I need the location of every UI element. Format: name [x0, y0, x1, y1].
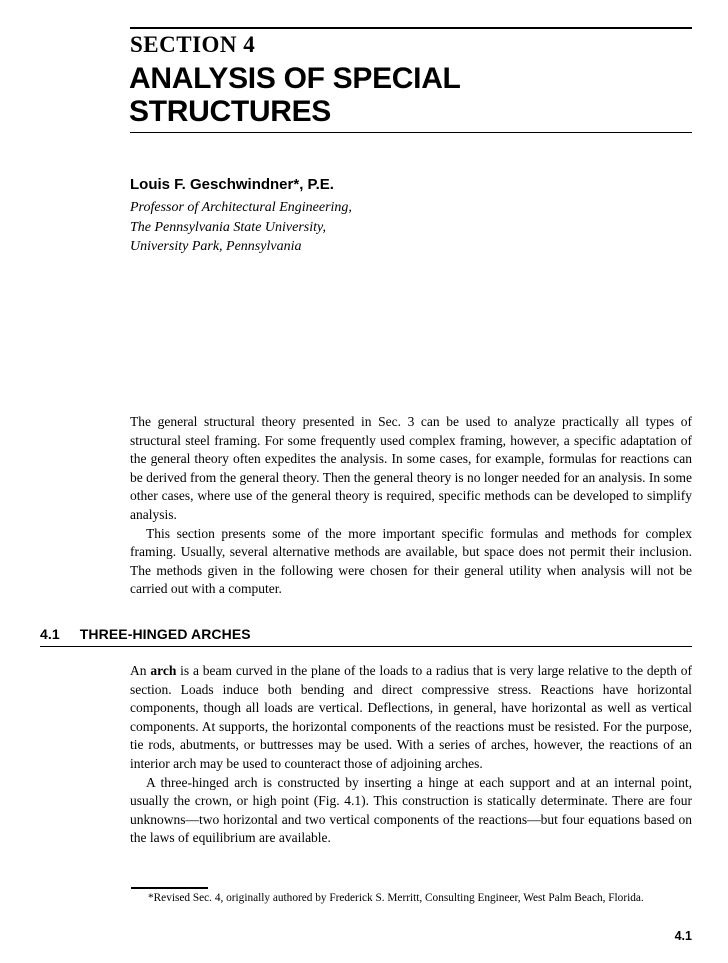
- page-title-line1: ANALYSIS OF SPECIAL: [129, 62, 461, 95]
- page-number: 4.1: [674, 929, 692, 943]
- section-heading: [40, 626, 251, 642]
- affiliation-line2: The Pennsylvania State University,: [130, 219, 326, 235]
- section-paragraph-1-bold-term: arch: [150, 663, 177, 678]
- header-bottom-rule: [130, 132, 692, 133]
- author-name: Louis F. Geschwindner*, P.E.: [130, 176, 334, 193]
- footnote-text: *Revised Sec. 4, originally authored by Frederick S. Merritt, Consulting Engineer, West Palm Beach, Florida.: [148, 892, 644, 904]
- section-title: THREE-HINGED ARCHES: [79, 626, 251, 642]
- affiliation-line3: University Park, Pennsylvania: [130, 239, 302, 254]
- intro-paragraph-2: This section presents some of the more important specific formulas and methods for complex framing. Usually, several alternative methods are available, but space does not permit their inclusion. The methods given in the following were chosen for their general utility when analysis will not be carried out with a computer.: [130, 525, 692, 597]
- affiliation-line1: Professor of Architectural Engineering,: [130, 200, 352, 215]
- footnote-rule: [131, 887, 208, 889]
- section-label: SECTION 4: [130, 32, 256, 57]
- section-heading-rule: [40, 646, 692, 647]
- author-affiliation: [130, 198, 352, 257]
- section-paragraph-1: [130, 662, 692, 774]
- page-title: [129, 62, 461, 128]
- section-paragraph-1-prefix: An: [130, 663, 151, 678]
- section-number: 4.1: [40, 626, 60, 642]
- section-paragraph-1-rest: is a beam curved in the plane of the loads to a radius that is very large relative to the depth of section. Loads induce both bending and direct compressive stress. Reactions have horizontal components, though all loads are vertical. Deflections, in general, have horizontal as well as vertical components. At supports, the horizontal components of the reactions must be resisted. For the purpose, tie rods, abutments, or buttresses may be used. With a series of arches, however, the reactions of an interior arch may be used to counteract those of adjoining arches.: [130, 663, 692, 771]
- intro-paragraph-1: The general structural theory presented in Sec. 3 can be used to analyze practically all types of structural steel framing. For some frequently used complex framing, however, a specific adaptation of the general theory often expedites the analysis. In some cases, for example, formulas for reactions can be derived from the general theory. Then the general theory is no longer needed for an analysis. In some other cases, where use of the general theory is required, specific methods can be developed to simplify analysis.: [130, 414, 692, 522]
- header-top-rule: [130, 27, 692, 29]
- section-body: [130, 662, 692, 848]
- section-paragraph-2: A three-hinged arch is constructed by inserting a hinge at each support and at an internal point, usually the crown, or high point (Fig. 4.1). This construction is statically determinate. There are four unknowns—two horizontal and two vertical components of the reactions—but four equations based on the laws of equilibrium are available.: [130, 774, 692, 846]
- page-title-line2: STRUCTURES: [129, 95, 332, 128]
- intro-text: [130, 413, 692, 599]
